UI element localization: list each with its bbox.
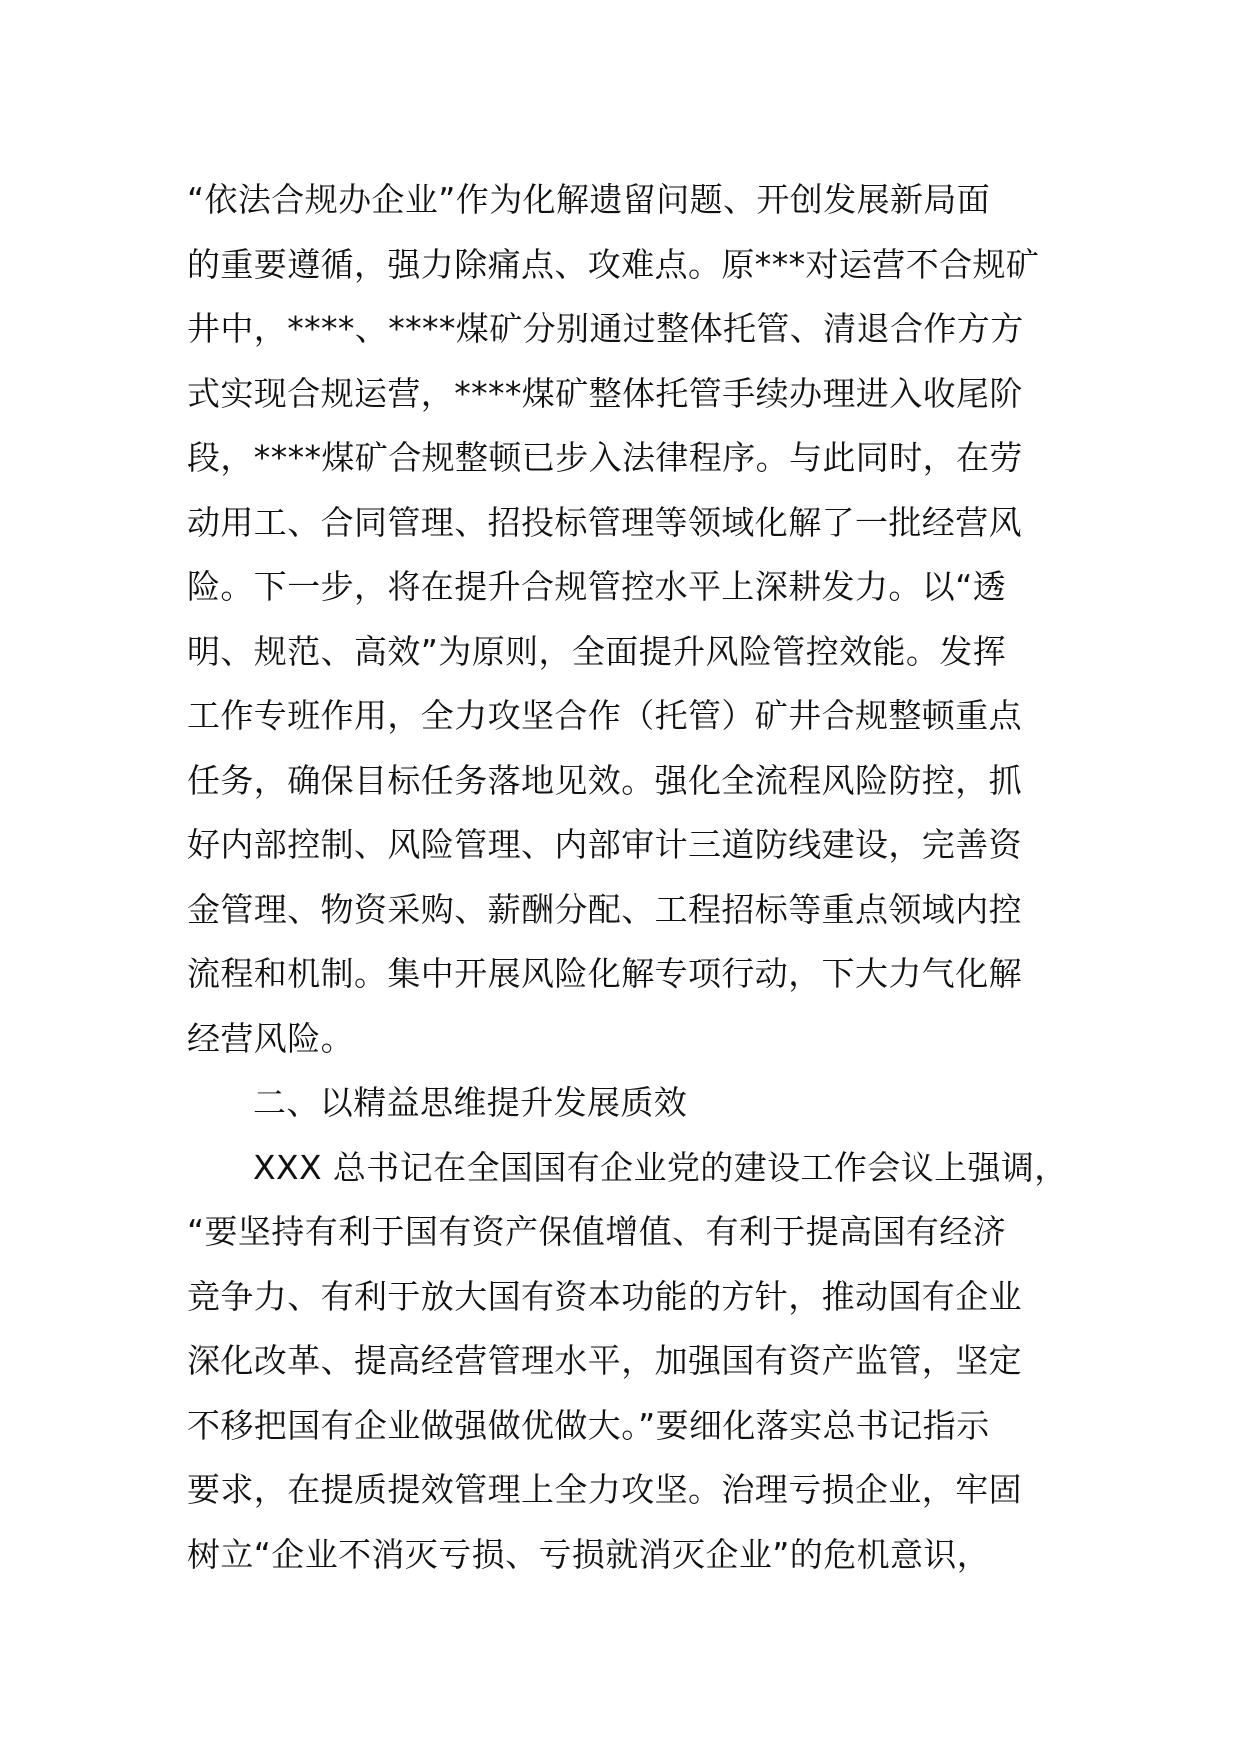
text-line: 经营风险。 — [187, 1018, 354, 1058]
text-line: 要求，在提质提效管理上全力攻坚。治理亏损企业，牢固 — [187, 1470, 1022, 1509]
document-body — [187, 168, 1068, 1587]
text-line: 深化改革、提高经营管理水平，加强国有资产监管，坚定 — [187, 1341, 1022, 1380]
text-line: 竞争力、有利于放大国有资本功能的方针，推动国有企业 — [187, 1276, 1022, 1316]
paragraph-first-line: XXX 总书记在全国国有企业党的建设工作会议上强调， — [253, 1147, 1068, 1187]
text-line: 井中，****、****煤矿分别通过整体托管、清退合作方方 — [187, 309, 1024, 348]
text-line: 的重要遵循，强力除痛点、攻难点。原***对运营不合规矿 — [187, 244, 1040, 284]
section-heading: 二、以精益思维提升发展质效 — [253, 1083, 688, 1122]
text-line: 明、规范、高效”为原则，全面提升风险管控效能。发挥 — [187, 631, 1007, 671]
text-line: 任务，确保目标任务落地见效。强化全流程风险防控，抓 — [187, 760, 1022, 800]
text-line: “要坚持有利于国有资产保值增值、有利于提高国有经济 — [187, 1212, 1007, 1251]
text-line: 险。下一步，将在提升合规管控水平上深耕发力。以“透 — [187, 567, 1007, 606]
text-line: “依法合规办企业”作为化解遗留问题、开创发展新局面 — [187, 180, 991, 219]
text-line: 段，****煤矿合规整顿已步入法律程序。与此同时，在劳 — [187, 438, 1023, 477]
text-line: 动用工、合同管理、招投标管理等领域化解了一批经营风 — [187, 502, 1022, 542]
text-line: 不移把国有企业做强做优做大。”要细化落实总书记指示 — [187, 1405, 990, 1445]
text-line: 金管理、物资采购、薪酬分配、工程招标等重点领域内控 — [187, 889, 1022, 929]
text-line: 好内部控制、风险管理、内部审计三道防线建设，完善资 — [187, 825, 1022, 864]
text-line: 工作专班作用，全力攻坚合作（托管）矿井合规整顿重点 — [187, 696, 1022, 735]
text-line: 式实现合规运营，****煤矿整体托管手续办理进入收尾阶 — [187, 373, 1023, 413]
text-line: 流程和机制。集中开展风险化解专项行动，下大力气化解 — [187, 954, 1022, 993]
text-line: 树立“企业不消灭亏损、亏损就消灭企业”的危机意识， — [187, 1534, 991, 1574]
